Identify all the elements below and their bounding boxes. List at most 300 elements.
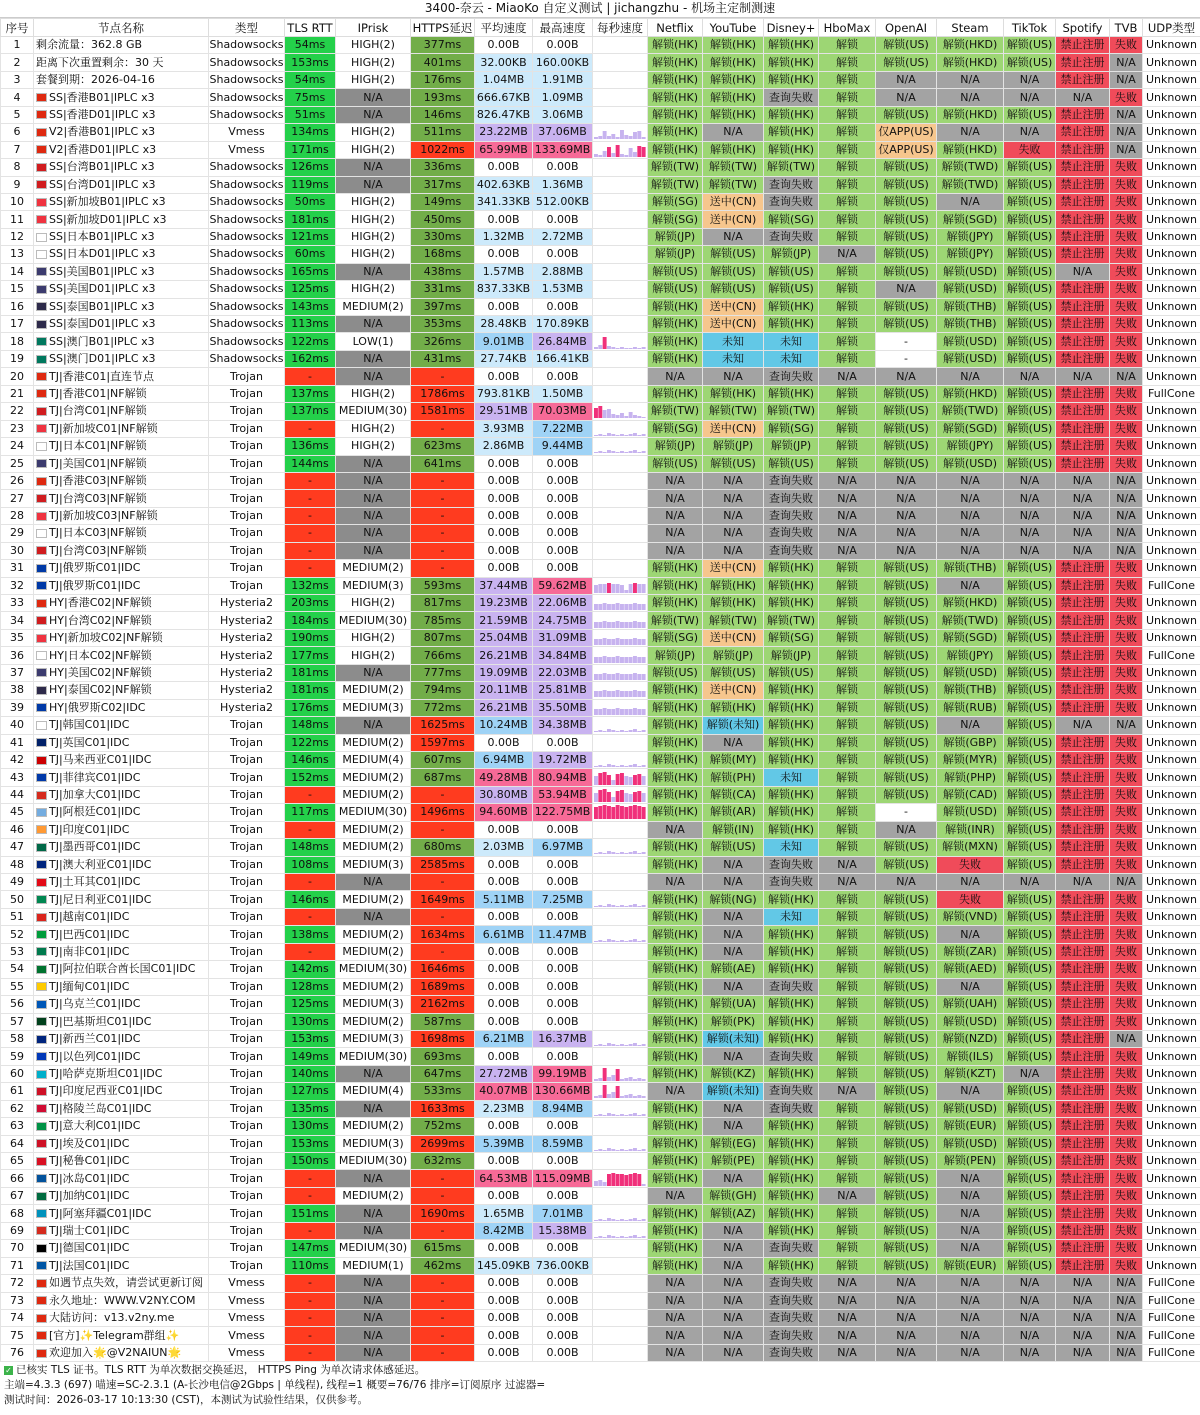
cell-tvb: 失败 xyxy=(1110,159,1143,176)
cell-yt: N/A xyxy=(703,368,764,385)
sparkline-bar xyxy=(620,852,624,854)
sparkline-bar xyxy=(620,709,624,715)
cell-tvb: 失败 xyxy=(1110,298,1143,315)
cell-udp: FullCone xyxy=(1143,577,1200,594)
sparkline-bar xyxy=(616,415,620,418)
cell-tls: - xyxy=(285,943,336,960)
cell-nf: 解锁(HK) xyxy=(648,682,703,699)
cell-sp: 禁止注册 xyxy=(1056,228,1110,245)
cell-ip: N/A xyxy=(336,490,411,507)
cell-avg: 0.00B xyxy=(475,1292,533,1309)
table-row xyxy=(1,786,1200,803)
cell-tls: 144ms xyxy=(285,455,336,472)
cell-type: Trojan xyxy=(209,717,285,734)
sparkline-bar xyxy=(594,709,598,715)
sparkline-bar xyxy=(642,147,646,157)
cell-st: 解锁(GBP) xyxy=(937,734,1004,751)
cell-type: Shadowsocks xyxy=(209,298,285,315)
cell-tls: - xyxy=(285,1309,336,1326)
cell-avg: 0.00B xyxy=(475,1275,533,1292)
cell-avg: 37.44MB xyxy=(475,577,533,594)
cell-yt: 解锁(PK) xyxy=(703,1013,764,1030)
cell-hbo: 解锁 xyxy=(819,1153,876,1170)
cell-st: 解锁(USD) xyxy=(937,804,1004,821)
cell-n: 75 xyxy=(1,1327,34,1344)
cell-oai: 解锁(US) xyxy=(876,1118,937,1135)
cell-ip: MEDIUM(2) xyxy=(336,839,411,856)
cell-tvb: N/A xyxy=(1110,54,1143,71)
table-row xyxy=(1,717,1200,734)
node-name-cell xyxy=(34,525,209,542)
cell-yt: 解锁(UA) xyxy=(703,996,764,1013)
cell-hbo: 解锁 xyxy=(819,124,876,141)
cell-max: 2.72MB xyxy=(533,228,593,245)
cell-tvb: 失败 xyxy=(1110,1083,1143,1100)
sparkline-bar xyxy=(633,152,637,157)
cell-nf: N/A xyxy=(648,1344,703,1361)
cell-https: 336ms xyxy=(411,159,475,176)
cell-nf: 解锁(HK) xyxy=(648,89,703,106)
sparkline-bar xyxy=(594,137,598,139)
sparkline-bar xyxy=(620,1096,624,1098)
cell-max: 0.00B xyxy=(533,298,593,315)
speed-cell xyxy=(593,996,648,1013)
table-row xyxy=(1,1170,1200,1187)
sparkline-bar xyxy=(633,621,637,628)
cell-udp: Unknown xyxy=(1143,316,1200,333)
cell-udp: Unknown xyxy=(1143,961,1200,978)
node-name: HY|香港C02|NF解锁 xyxy=(49,596,152,610)
cell-max: 0.00B xyxy=(533,1327,593,1344)
cell-n: 57 xyxy=(1,1013,34,1030)
cell-type: Shadowsocks xyxy=(209,350,285,367)
cell-tt: N/A xyxy=(1004,124,1056,141)
cell-hbo: 解锁 xyxy=(819,891,876,908)
table-row xyxy=(1,1309,1200,1326)
cell-type: Trojan xyxy=(209,1187,285,1204)
cell-avg: 793.81KB xyxy=(475,385,533,402)
cell-https: 641ms xyxy=(411,455,475,472)
table-row xyxy=(1,804,1200,821)
speed-sparkline xyxy=(594,649,646,663)
node-name-cell xyxy=(34,37,209,54)
cell-oai: N/A xyxy=(876,1292,937,1309)
cell-max: 0.00B xyxy=(533,1292,593,1309)
sparkline-bar xyxy=(637,1095,641,1098)
table-row xyxy=(1,821,1200,838)
speed-sparkline xyxy=(594,125,646,139)
cell-ip: MEDIUM(2) xyxy=(336,926,411,943)
sparkline-bar xyxy=(624,1220,628,1221)
sparkline-bar xyxy=(607,604,611,610)
cell-oai: 解锁(US) xyxy=(876,943,937,960)
cell-tvb: 失败 xyxy=(1110,385,1143,402)
cell-tt: 解锁(US) xyxy=(1004,1118,1056,1135)
column-header: TLS RTT xyxy=(285,19,336,37)
node-name-cell xyxy=(34,891,209,908)
node-name: SS|泰国B01|IPLC x3 xyxy=(49,299,155,313)
column-header: Netflix xyxy=(648,19,703,37)
sparkline-bar xyxy=(624,622,628,628)
node-name-cell xyxy=(34,54,209,71)
sparkline-bar xyxy=(594,639,598,645)
cell-st: 解锁(PEN) xyxy=(937,1153,1004,1170)
column-header: Steam xyxy=(937,19,1004,37)
cell-tt: 解锁(US) xyxy=(1004,1240,1056,1257)
cell-yt: 解锁(HK) xyxy=(703,385,764,402)
cell-ip: HIGH(2) xyxy=(336,647,411,664)
cell-tvb: 失败 xyxy=(1110,1013,1143,1030)
node-name-cell xyxy=(34,1275,209,1292)
node-name: TJ|香港C01|NF解锁 xyxy=(49,386,147,400)
cell-yt: 解锁(US) xyxy=(703,263,764,280)
cell-nf: 解锁(HK) xyxy=(648,769,703,786)
flag-icon xyxy=(36,860,47,869)
node-name-cell xyxy=(34,1030,209,1047)
sparkline-bar xyxy=(629,691,633,697)
cell-tls: 108ms xyxy=(285,856,336,873)
cell-tt: 解锁(US) xyxy=(1004,577,1056,594)
table-row xyxy=(1,891,1200,908)
cell-tt: 解锁(US) xyxy=(1004,786,1056,803)
cell-type: Trojan xyxy=(209,490,285,507)
cell-ip: MEDIUM(4) xyxy=(336,751,411,768)
cell-dp: 解锁(HK) xyxy=(764,943,819,960)
cell-tls: 137ms xyxy=(285,385,336,402)
column-header: 最高速度 xyxy=(533,19,593,37)
cell-https: 149ms xyxy=(411,193,475,210)
cell-st: N/A xyxy=(937,525,1004,542)
cell-max: 7.01MB xyxy=(533,1205,593,1222)
cell-n: 17 xyxy=(1,316,34,333)
cell-tls: 171ms xyxy=(285,141,336,158)
cell-https: 401ms xyxy=(411,54,475,71)
cell-hbo: 解锁 xyxy=(819,159,876,176)
cell-sp: 禁止注册 xyxy=(1056,612,1110,629)
speed-sparkline xyxy=(594,439,646,453)
cell-dp: 解锁(HK) xyxy=(764,1257,819,1274)
cell-avg: 837.33KB xyxy=(475,281,533,298)
cell-st: 解锁(UAH) xyxy=(937,996,1004,1013)
sparkline-bar xyxy=(633,583,637,593)
cell-tt: 解锁(US) xyxy=(1004,769,1056,786)
speed-sparkline xyxy=(594,718,646,732)
cell-dp: 解锁(SG) xyxy=(764,629,819,646)
cell-udp: Unknown xyxy=(1143,821,1200,838)
node-name: TJ|埃及C01|IDC xyxy=(49,1136,130,1150)
table-row xyxy=(1,193,1200,210)
cell-dp: 查询失败 xyxy=(764,1048,819,1065)
cell-avg: 23.22MB xyxy=(475,124,533,141)
cell-oai: 解锁(US) xyxy=(876,1187,937,1204)
flag-icon xyxy=(36,1244,47,1253)
node-name: SS|美国B01|IPLC x3 xyxy=(49,264,155,278)
sparkline-bar xyxy=(629,434,633,436)
cell-tls: 122ms xyxy=(285,734,336,751)
node-name-cell xyxy=(34,1118,209,1135)
cell-https: 1786ms xyxy=(411,385,475,402)
node-name-cell xyxy=(34,1257,209,1274)
sparkline-bar xyxy=(594,807,598,819)
sparkline-bar xyxy=(629,1149,633,1151)
cell-st: 解锁(USD) xyxy=(937,1100,1004,1117)
cell-type: Hysteria2 xyxy=(209,647,285,664)
sparkline-bar xyxy=(598,806,602,819)
cell-nf: N/A xyxy=(648,490,703,507)
cell-tt: 解锁(US) xyxy=(1004,455,1056,472)
node-name-cell xyxy=(34,996,209,1013)
cell-st: N/A xyxy=(937,1083,1004,1100)
cell-n: 60 xyxy=(1,1065,34,1082)
cell-sp: 禁止注册 xyxy=(1056,455,1110,472)
flag-icon xyxy=(36,982,47,991)
sparkline-bar xyxy=(616,145,620,157)
column-header: TikTok xyxy=(1004,19,1056,37)
cell-tt: N/A xyxy=(1004,1309,1056,1326)
cell-tls: 130ms xyxy=(285,1118,336,1135)
cell-max: 80.94MB xyxy=(533,769,593,786)
cell-n: 5 xyxy=(1,106,34,123)
sparkline-bar xyxy=(603,656,607,663)
cell-nf: N/A xyxy=(648,1275,703,1292)
cell-hbo: 解锁 xyxy=(819,89,876,106)
cell-max: 170.89KB xyxy=(533,316,593,333)
sparkline-bar xyxy=(598,1044,602,1046)
table-row xyxy=(1,525,1200,542)
cell-tvb: 失败 xyxy=(1110,1205,1143,1222)
cell-type: Hysteria2 xyxy=(209,612,285,629)
cell-udp: Unknown xyxy=(1143,926,1200,943)
cell-n: 43 xyxy=(1,769,34,786)
cell-nf: 解锁(JP) xyxy=(648,246,703,263)
cell-yt: N/A xyxy=(703,1292,764,1309)
cell-yt: 未知 xyxy=(703,333,764,350)
cell-avg: 21.59MB xyxy=(475,612,533,629)
cell-hbo: N/A xyxy=(819,525,876,542)
cell-https: - xyxy=(411,420,475,437)
sparkline-bar xyxy=(598,622,602,628)
cell-tvb: 失败 xyxy=(1110,664,1143,681)
table-row xyxy=(1,37,1200,54)
cell-st: 解锁(USD) xyxy=(937,263,1004,280)
cell-dp: 解锁(HK) xyxy=(764,1065,819,1082)
flag-icon xyxy=(36,1226,47,1235)
cell-max: 0.00B xyxy=(533,368,593,385)
cell-n: 27 xyxy=(1,490,34,507)
node-name: 如遇节点失效，请尝试更新订阅 xyxy=(49,1276,203,1290)
sparkline-bar xyxy=(629,622,633,628)
sparkline-bar xyxy=(611,1149,615,1151)
cell-tt: 解锁(US) xyxy=(1004,438,1056,455)
sparkline-bar xyxy=(603,708,607,715)
sparkline-bar xyxy=(637,146,641,157)
cell-yt: 送中(CN) xyxy=(703,560,764,577)
sparkline-bar xyxy=(611,674,615,680)
sparkline-bar xyxy=(629,794,633,802)
cell-n: 29 xyxy=(1,525,34,542)
sparkline-bar xyxy=(616,1115,620,1116)
cell-hbo: 解锁 xyxy=(819,54,876,71)
cell-tvb: 失败 xyxy=(1110,996,1143,1013)
cell-tls: 110ms xyxy=(285,1257,336,1274)
sparkline-bar xyxy=(594,435,598,436)
cell-avg: 19.09MB xyxy=(475,664,533,681)
cell-dp: 查询失败 xyxy=(764,472,819,489)
sparkline-bar xyxy=(616,1069,620,1081)
check-icon: ✓ xyxy=(5,1366,12,1376)
sparkline-bar xyxy=(620,622,624,628)
cell-https: 326ms xyxy=(411,333,475,350)
cell-nf: 解锁(SG) xyxy=(648,420,703,437)
table-row xyxy=(1,333,1200,350)
footer-line-2: 主端=4.3.3 (697) 喵速=SC-2.3.1 (A-长沙电信@2Gbps | 单线程), 线程=1 概要=76/76 排序=订阅原序 过滤器= xyxy=(4,1379,546,1392)
cell-oai: 解锁(US) xyxy=(876,891,937,908)
cell-dp: 未知 xyxy=(764,333,819,350)
sparkline-bar xyxy=(642,1219,646,1221)
cell-n: 74 xyxy=(1,1309,34,1326)
flag-icon xyxy=(36,320,47,329)
cell-tls: 149ms xyxy=(285,1048,336,1065)
node-name: SS|日本B01|IPLC x3 xyxy=(49,230,155,244)
node-name: SS|新加坡B01|IPLC x3 xyxy=(49,195,166,209)
cell-avg: 27.72MB xyxy=(475,1065,533,1082)
flag-icon xyxy=(36,634,47,643)
sparkline-bar xyxy=(603,1150,607,1151)
cell-ip: MEDIUM(4) xyxy=(336,1083,411,1100)
node-name-cell xyxy=(34,1187,209,1204)
cell-hbo: 解锁 xyxy=(819,1065,876,1082)
cell-sp: N/A xyxy=(1056,1292,1110,1309)
node-name-cell xyxy=(34,228,209,245)
sparkline-bar xyxy=(611,730,615,732)
cell-tls: 153ms xyxy=(285,1030,336,1047)
cell-st: 解锁(USD) xyxy=(937,350,1004,367)
cell-tls: - xyxy=(285,472,336,489)
cell-yt: N/A xyxy=(703,908,764,925)
sparkline-bar xyxy=(620,691,624,697)
cell-tls: 119ms xyxy=(285,176,336,193)
sparkline-bar xyxy=(620,790,624,802)
cell-st: 解锁(SGD) xyxy=(937,420,1004,437)
cell-https: - xyxy=(411,1275,475,1292)
cell-tvb: 失败 xyxy=(1110,1187,1143,1204)
cell-nf: 解锁(HK) xyxy=(648,1030,703,1047)
cell-max: 0.00B xyxy=(533,908,593,925)
cell-ip: MEDIUM(3) xyxy=(336,577,411,594)
sparkline-bar xyxy=(607,904,611,907)
speed-cell xyxy=(593,1013,648,1030)
flag-icon xyxy=(36,512,47,521)
node-name-cell xyxy=(34,89,209,106)
cell-ip: N/A xyxy=(336,664,411,681)
sparkline-bar xyxy=(607,806,611,819)
cell-sp: 禁止注册 xyxy=(1056,595,1110,612)
sparkline-bar xyxy=(642,347,646,349)
cell-dp: 解锁(HK) xyxy=(764,1118,819,1135)
cell-tvb: 失败 xyxy=(1110,821,1143,838)
cell-nf: 解锁(SG) xyxy=(648,211,703,228)
cell-tvb: N/A xyxy=(1110,874,1143,891)
speed-cell xyxy=(593,1222,648,1239)
cell-tls: - xyxy=(285,786,336,803)
speed-cell xyxy=(593,560,648,577)
node-name-cell xyxy=(34,455,209,472)
cell-type: Trojan xyxy=(209,472,285,489)
flag-icon xyxy=(36,930,47,939)
cell-st: N/A xyxy=(937,1309,1004,1326)
column-header: HTTPS延迟 xyxy=(411,19,475,37)
cell-tvb: N/A xyxy=(1110,507,1143,524)
cell-tvb: 失败 xyxy=(1110,839,1143,856)
cell-dp: 查询失败 xyxy=(764,89,819,106)
cell-udp: Unknown xyxy=(1143,734,1200,751)
flag-icon xyxy=(36,302,47,311)
cell-tt: 解锁(US) xyxy=(1004,891,1056,908)
cell-st: 解锁(JPY) xyxy=(937,647,1004,664)
node-name-cell xyxy=(34,1222,209,1239)
cell-udp: Unknown xyxy=(1143,507,1200,524)
cell-st: N/A xyxy=(937,507,1004,524)
node-name-cell xyxy=(34,333,209,350)
column-header: 序号 xyxy=(1,19,34,37)
sparkline-bar xyxy=(629,1174,633,1186)
sparkline-bar xyxy=(616,348,620,349)
cell-max: 0.00B xyxy=(533,1275,593,1292)
cell-dp: 查询失败 xyxy=(764,525,819,542)
cell-dp: 未知 xyxy=(764,769,819,786)
cell-tt: 解锁(US) xyxy=(1004,1100,1056,1117)
cell-udp: Unknown xyxy=(1143,595,1200,612)
node-name-cell xyxy=(34,647,209,664)
cell-oai: 解锁(US) xyxy=(876,455,937,472)
sparkline-bar xyxy=(603,853,607,854)
sparkline-bar xyxy=(594,691,598,697)
cell-udp: Unknown xyxy=(1143,54,1200,71)
cell-nf: 解锁(HK) xyxy=(648,996,703,1013)
cell-tt: 解锁(US) xyxy=(1004,699,1056,716)
cell-tvb: N/A xyxy=(1110,472,1143,489)
node-name-cell xyxy=(34,1083,209,1100)
cell-n: 25 xyxy=(1,455,34,472)
cell-type: Trojan xyxy=(209,1083,285,1100)
cell-oai: - xyxy=(876,804,937,821)
node-name: TJ|冰岛C01|IDC xyxy=(49,1171,130,1185)
sparkline-bar xyxy=(616,1045,620,1046)
cell-avg: 0.00B xyxy=(475,560,533,577)
node-name: TJ|意大利C01|IDC xyxy=(49,1119,141,1133)
flag-icon xyxy=(36,529,47,538)
cell-n: 2 xyxy=(1,54,34,71)
cell-hbo: 解锁 xyxy=(819,595,876,612)
cell-oai: 解锁(US) xyxy=(876,629,937,646)
sparkline-bar xyxy=(624,941,628,942)
cell-tls: 113ms xyxy=(285,316,336,333)
cell-avg: 2.86MB xyxy=(475,438,533,455)
node-name: TJ|乌克兰C01|IDC xyxy=(49,997,141,1011)
cell-max: 0.00B xyxy=(533,734,593,751)
sparkline-bar xyxy=(607,674,611,680)
cell-tvb: 失败 xyxy=(1110,926,1143,943)
cell-sp: 禁止注册 xyxy=(1056,54,1110,71)
cell-ip: N/A xyxy=(336,874,411,891)
cell-st: 失败 xyxy=(937,856,1004,873)
cell-dp: 解锁(HK) xyxy=(764,595,819,612)
cell-tvb: 失败 xyxy=(1110,1118,1143,1135)
flag-icon xyxy=(36,233,47,242)
sparkline-bar xyxy=(603,690,607,697)
cell-tvb: N/A xyxy=(1110,1030,1143,1047)
node-name: 距离下次重置剩余：30 天 xyxy=(36,55,164,69)
